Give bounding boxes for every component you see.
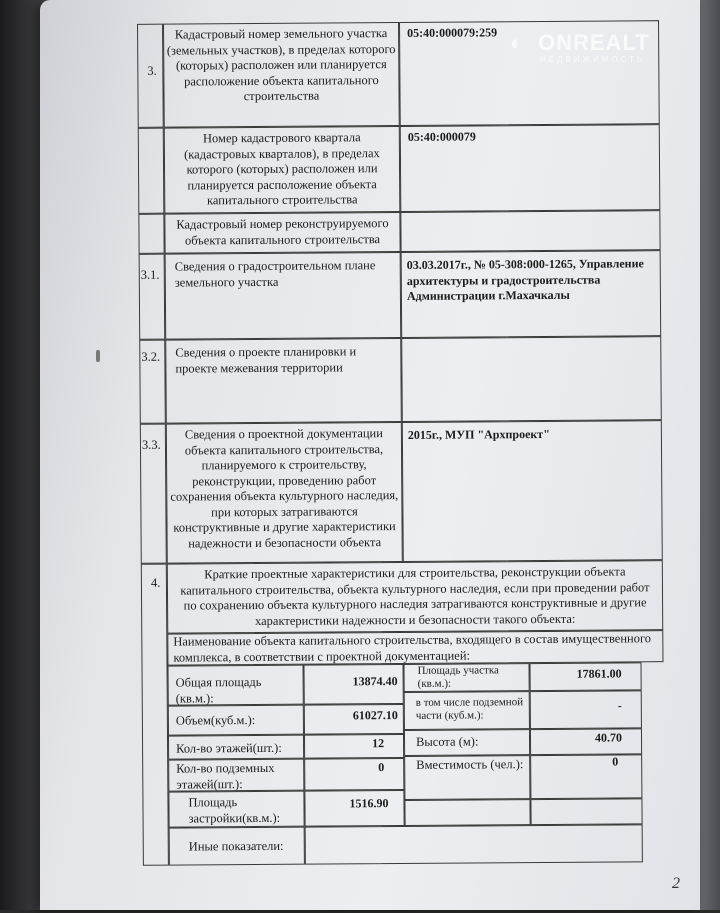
spec-built-area-label: Площадь застройки(кв.м.): bbox=[188, 795, 281, 825]
row-3c-num-cell bbox=[138, 213, 164, 253]
spec-volume-label: Объем(куб.м.): bbox=[175, 713, 256, 728]
spec-underground-floors-value: 0 bbox=[378, 760, 385, 775]
spec-underground-volume-value: - bbox=[617, 698, 622, 713]
watermark bbox=[510, 28, 705, 68]
row-31-number: 3.1. bbox=[140, 267, 160, 282]
row-33-label: Сведения о проектной документации объекта капитального строительства, планируемого к строительству, реконструкции, проведению работ сохранения объекта культурного наследия, при которых затрагиваются конструктивные и другие характеристики надежности и безопасности объекта bbox=[170, 426, 399, 550]
row-33-number: 3.3. bbox=[141, 437, 161, 452]
page-number: 2 bbox=[672, 875, 680, 892]
spec-floors-value: 12 bbox=[371, 736, 385, 751]
row-3c-label: Кадастровый номер реконструируемого объекта капитального строительства bbox=[176, 216, 389, 247]
row-31-label: Сведения о градостроительном плане земельного участка bbox=[174, 258, 376, 290]
row-4-num-cell bbox=[140, 563, 168, 865]
spec-capacity-label: Вместимость (чел.): bbox=[416, 757, 524, 772]
row-33-value: 2015г., МУП "Архпроект" bbox=[407, 426, 550, 442]
row-3-number: 3. bbox=[147, 63, 157, 78]
row-4-header: Краткие проектные характеристики для строительства, реконструкции объекта капитального строительства, объекта культурного наследия, если при проведении работ по сохранению объекта культурного наследия затрагиваются конструктивные и другие характеристики надежности и безопасности такого объекта: bbox=[180, 564, 650, 628]
spec-built-area-value: 1516.90 bbox=[349, 796, 389, 811]
row-3b-label: Номер кадастрового квартала (кадастровых кварталов), в пределах которого (которых) расположен или планируется расположение объекта капитального строительства bbox=[184, 130, 380, 208]
spec-height-label: Высота (м): bbox=[415, 734, 479, 749]
spec-underground-volume-label: в том числе подземной части (куб.м.): bbox=[415, 696, 524, 722]
spec-volume-value: 61027.10 bbox=[352, 708, 398, 723]
spec-empty-label-cell bbox=[404, 799, 530, 826]
row-3-value: 05:40:000079:259 bbox=[407, 25, 498, 40]
watermark-tagline: НЕДВИЖИМОСТЬ bbox=[540, 55, 646, 64]
spec-capacity-value: 0 bbox=[612, 754, 619, 769]
row-31-value: 03.03.2017г., № 05-308:000-1265, Управление архитектуры и градостроительства Администрации г.Махачкалы bbox=[406, 256, 644, 303]
spec-height-value: 40.70 bbox=[594, 730, 623, 745]
spec-floors-label: Кол-во этажей(шт.): bbox=[176, 740, 282, 756]
row-3c-value-cell bbox=[400, 210, 660, 252]
spec-plot-area-label: Площадь участка (кв.м.): bbox=[417, 664, 499, 690]
spec-other-value-cell bbox=[304, 824, 642, 864]
row-32-value-cell bbox=[401, 336, 662, 422]
row-4-name-label: Наименование объекта капитального строительства, входящего в состав имущественного комплекса, в соответствии с проектной документацией: bbox=[173, 631, 652, 665]
row-32-number: 3.2. bbox=[141, 349, 161, 364]
row-32-label: Сведения о проекте планировки и проекте межевания территории bbox=[175, 344, 357, 376]
spec-other-label: Иные показатели: bbox=[188, 838, 284, 854]
spec-total-area-label: Общая площадь (кв.м.): bbox=[175, 674, 262, 706]
row-3b-value: 05:40:000079 bbox=[407, 129, 476, 144]
watermark-logo-icon: ◐ bbox=[510, 30, 524, 55]
spec-plot-area-value: 17861.00 bbox=[576, 666, 622, 681]
spec-underground-floors-label: Кол-во подземных этажей(шт.): bbox=[176, 760, 275, 792]
row-3-label: Кадастровый номер земельного участка (земельных участков), в пределах которого (которых) расположен или планируется расположение объекта капитального строительства bbox=[166, 26, 396, 104]
row-4-number: 4. bbox=[150, 575, 161, 590]
watermark-brand: ONREALT bbox=[538, 30, 650, 55]
spec-total-area-value: 13874.40 bbox=[352, 674, 398, 689]
row-31-num-cell bbox=[138, 253, 165, 339]
spec-empty-value-cell bbox=[530, 798, 642, 825]
row-3b-num-cell bbox=[137, 127, 164, 213]
